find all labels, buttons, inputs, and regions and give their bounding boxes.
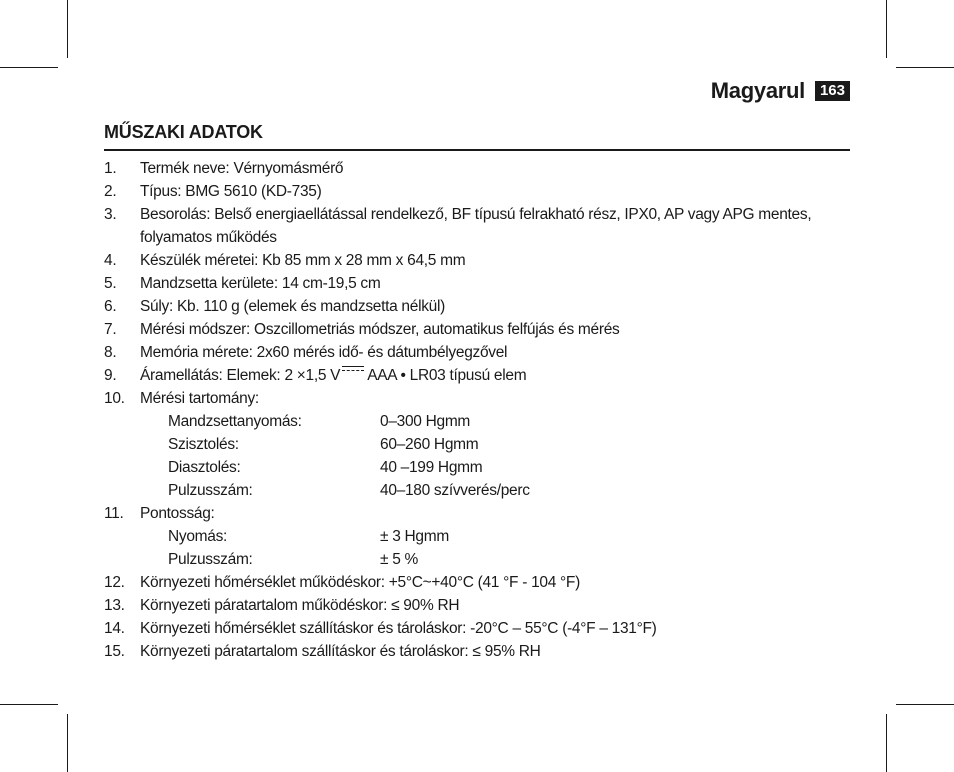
item-number: 4.	[104, 252, 117, 269]
item-text: Pontosság:	[140, 505, 215, 522]
item-text: Környezeti páratartalom működéskor: ≤ 90% RH	[140, 597, 460, 614]
list-item	[104, 272, 850, 295]
crop-mark	[886, 0, 887, 58]
list-item	[104, 364, 850, 387]
list-item	[104, 640, 850, 663]
list-item	[104, 502, 850, 525]
crop-mark	[67, 714, 68, 772]
item-text: Környezeti hőmérséklet szállításkor és tároláskor: -20°C – 55°C (-4°F – 131°F)	[140, 620, 657, 637]
item-text: Besorolás: Belső energiaellátással rendelkező, BF típusú felrakható rész, IPX0, AP vagy APG mentes, folyamatos működés	[140, 206, 812, 246]
section-title: MŰSZAKI ADATOK	[104, 122, 263, 142]
item-text: Memória mérete: 2x60 mérés idő- és dátumbélyegzővel	[140, 344, 508, 361]
list-item	[104, 387, 850, 410]
item-text: Készülék méretei: Kb 85 mm x 28 mm x 64,5 mm	[140, 252, 466, 269]
sub-item-value: 0–300 Hgmm	[380, 413, 471, 430]
crop-mark	[0, 704, 58, 705]
sub-item-label: Pulzusszám:	[168, 482, 253, 499]
item-number: 15.	[104, 643, 125, 660]
item-text: Mandzsetta kerülete: 14 cm-19,5 cm	[140, 275, 381, 292]
spec-list	[104, 157, 850, 663]
item-number: 12.	[104, 574, 125, 591]
item-number: 2.	[104, 183, 117, 200]
crop-mark	[896, 67, 954, 68]
sub-item	[104, 525, 850, 548]
item-number: 1.	[104, 160, 117, 177]
item-number: 5.	[104, 275, 117, 292]
list-item	[104, 157, 850, 180]
crop-mark	[886, 714, 887, 772]
sub-item-value: ± 5 %	[380, 551, 419, 568]
language-title: Magyarul	[710, 78, 805, 103]
sub-item-value: 40 –199 Hgmm	[380, 459, 483, 476]
list-item	[104, 318, 850, 341]
list-item	[104, 180, 850, 203]
sub-item	[104, 548, 850, 571]
list-item	[104, 249, 850, 272]
item-number: 14.	[104, 620, 125, 637]
item-number: 9.	[104, 367, 117, 384]
sub-item	[104, 433, 850, 456]
list-item	[104, 341, 850, 364]
sub-item	[104, 479, 850, 502]
item-text: Környezeti páratartalom szállításkor és tároláskor: ≤ 95% RH	[140, 643, 541, 660]
list-item	[104, 617, 850, 640]
crop-mark	[67, 0, 68, 58]
list-item	[104, 594, 850, 617]
item-number: 6.	[104, 298, 117, 315]
item-text: Termék neve: Vérnyomásmérő	[140, 160, 344, 177]
item-number: 7.	[104, 321, 117, 338]
crop-mark	[0, 67, 58, 68]
item-number: 10.	[104, 390, 125, 407]
sub-item-label: Szisztolés:	[168, 436, 239, 453]
item-text: Mérési tartomány:	[140, 390, 259, 407]
sub-item-value: 60–260 Hgmm	[380, 436, 479, 453]
list-item	[104, 571, 850, 594]
sub-item-label: Nyomás:	[168, 528, 228, 545]
sub-item-label: Diasztolés:	[168, 459, 241, 476]
section-divider	[104, 149, 850, 151]
list-item	[104, 295, 850, 318]
item-number: 13.	[104, 597, 125, 614]
item-text: Mérési módszer: Oszcillometriás módszer, automatikus felfújás és mérés	[140, 321, 620, 338]
sub-item	[104, 456, 850, 479]
item-number: 3.	[104, 206, 117, 223]
sub-item-value: ± 3 Hgmm	[380, 528, 449, 545]
crop-mark	[896, 704, 954, 705]
item-number: 8.	[104, 344, 117, 361]
list-item	[104, 203, 850, 249]
sub-item-label: Pulzusszám:	[168, 551, 253, 568]
sub-item-value: 40–180 szívverés/perc	[380, 482, 530, 499]
page-number-badge: 163	[815, 81, 850, 101]
page-header	[711, 78, 850, 104]
sub-item	[104, 410, 850, 433]
direct-current-icon	[342, 366, 364, 377]
item-text: Környezeti hőmérséklet működéskor: +5°C~+40°C (41 °F - 104 °F)	[140, 574, 580, 591]
sub-item-label: Mandzsettanyomás:	[168, 413, 302, 430]
item-text-after: AAA • LR03 típusú elem	[367, 367, 527, 384]
item-number: 11.	[104, 505, 124, 522]
item-text: Típus: BMG 5610 (KD-735)	[140, 183, 322, 200]
item-text-before: Áramellátás: Elemek: 2 ×1,5 V	[140, 367, 341, 384]
item-text: Súly: Kb. 110 g (elemek és mandzsetta nélkül)	[140, 298, 445, 315]
